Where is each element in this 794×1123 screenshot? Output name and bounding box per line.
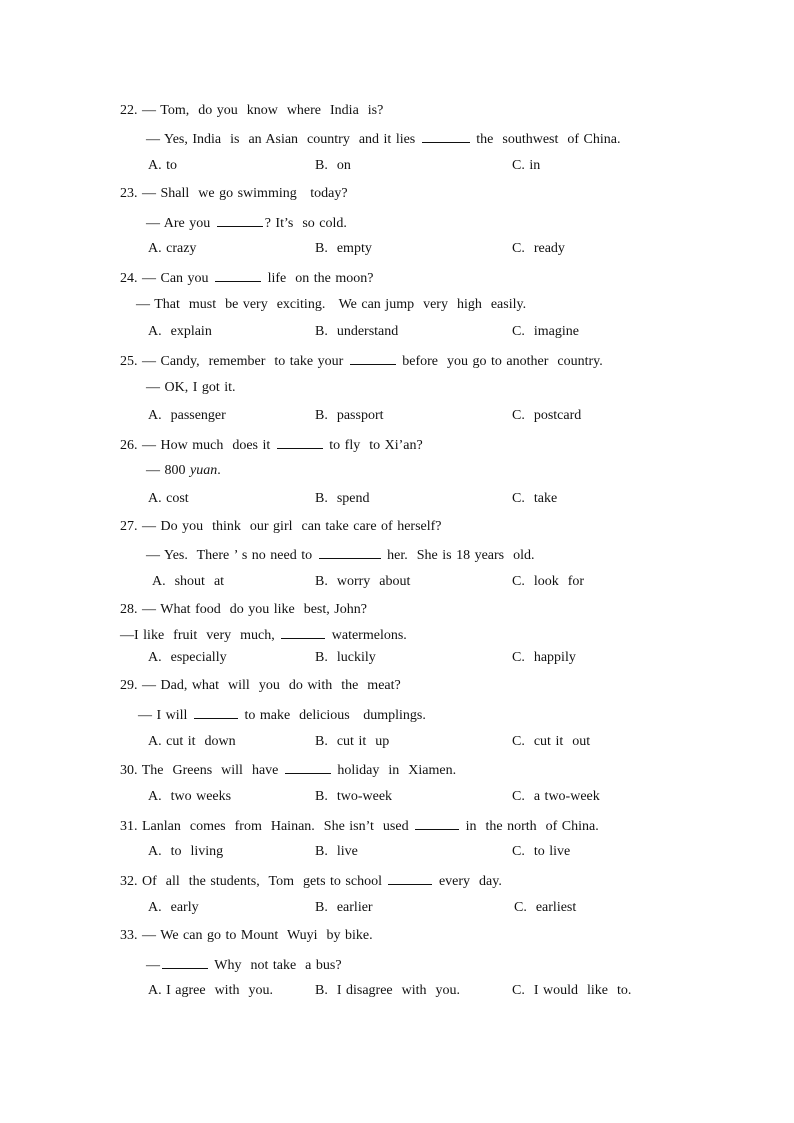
answer-blank: [162, 955, 208, 969]
option-a[interactable]: A. crazy: [148, 241, 197, 256]
question-28-response: —I like fruit very much, watermelons.: [120, 625, 407, 645]
question-number: 27.: [120, 519, 138, 534]
question-25-response: — OK, I got it.: [146, 380, 236, 395]
question-27-response: — Yes. There ’ s no need to her. She is 18 years old.: [146, 545, 535, 565]
option-a[interactable]: A. to living: [148, 844, 224, 859]
answer-blank: [277, 435, 323, 449]
question-number: 31.: [120, 819, 138, 834]
option-b[interactable]: B. cut it up: [315, 734, 390, 749]
option-a[interactable]: A. cut it down: [148, 734, 236, 749]
question-30-prompt: 30. The Greens will have holiday in Xiamen.: [120, 760, 456, 780]
question-24-response: — That must be very exciting. We can jump very high easily.: [136, 297, 527, 312]
option-b[interactable]: B. understand: [315, 324, 399, 339]
option-a[interactable]: A. to: [148, 158, 177, 173]
answer-blank: [215, 268, 261, 282]
answer-blank: [415, 816, 459, 830]
question-26-response: — 800 yuan.: [146, 463, 221, 478]
answer-blank: [285, 760, 331, 774]
answer-blank: [194, 705, 238, 719]
question-27-prompt: 27. — Do you think our girl can take care of herself?: [120, 519, 442, 534]
option-c[interactable]: C. take: [512, 491, 558, 506]
question-22-prompt: 22. — Tom, do you know where India is?: [120, 103, 384, 118]
question-33-prompt: 33. — We can go to Mount Wuyi by bike.: [120, 928, 373, 943]
question-number: 22.: [120, 103, 138, 118]
question-33-response: — Why not take a bus?: [146, 955, 342, 975]
option-c[interactable]: C. a two-week: [512, 789, 600, 804]
option-b[interactable]: B. earlier: [315, 900, 373, 915]
question-32-prompt: 32. Of all the students, Tom gets to school every day.: [120, 871, 502, 891]
question-number: 32.: [120, 874, 138, 889]
option-b[interactable]: B. passport: [315, 408, 384, 423]
option-b[interactable]: B. empty: [315, 241, 372, 256]
option-c[interactable]: C. I would like to.: [512, 983, 632, 998]
option-b[interactable]: B. two-week: [315, 789, 393, 804]
option-b[interactable]: B. I disagree with you.: [315, 983, 461, 998]
option-c[interactable]: C. earliest: [514, 900, 577, 915]
option-a[interactable]: A. I agree with you.: [148, 983, 273, 998]
answer-blank: [422, 129, 470, 143]
answer-blank: [217, 213, 263, 227]
option-b[interactable]: B. worry about: [315, 574, 411, 589]
answer-blank: [281, 625, 325, 639]
question-23-prompt: 23. — Shall we go swimming today?: [120, 186, 348, 201]
question-number: 26.: [120, 438, 138, 453]
option-c[interactable]: C. ready: [512, 241, 565, 256]
answer-blank: [319, 545, 381, 559]
option-c[interactable]: C. imagine: [512, 324, 579, 339]
option-a[interactable]: A. shout at: [152, 574, 225, 589]
question-25-prompt: 25. — Candy, remember to take your before you go to another country.: [120, 351, 603, 371]
option-a[interactable]: A. early: [148, 900, 199, 915]
question-number: 29.: [120, 678, 138, 693]
question-number: 30.: [120, 763, 138, 778]
answer-blank: [350, 351, 396, 365]
option-c[interactable]: C. to live: [512, 844, 571, 859]
option-c[interactable]: C. postcard: [512, 408, 582, 423]
question-29-response: — I will to make delicious dumplings.: [138, 705, 426, 725]
question-29-prompt: 29. — Dad, what will you do with the meat?: [120, 678, 401, 693]
question-number: 23.: [120, 186, 138, 201]
option-a[interactable]: A. two weeks: [148, 789, 232, 804]
answer-blank: [388, 871, 432, 885]
question-number: 33.: [120, 928, 138, 943]
option-c[interactable]: C. look for: [512, 574, 585, 589]
option-c[interactable]: C. cut it out: [512, 734, 591, 749]
question-23-response: — Are you ? It’s so cold.: [146, 213, 347, 233]
option-b[interactable]: B. live: [315, 844, 358, 859]
option-a[interactable]: A. cost: [148, 491, 189, 506]
option-a[interactable]: A. explain: [148, 324, 212, 339]
option-c[interactable]: C. in: [512, 158, 541, 173]
option-a[interactable]: A. passenger: [148, 408, 226, 423]
question-24-prompt: 24. — Can you life on the moon?: [120, 268, 373, 288]
option-a[interactable]: A. especially: [148, 650, 227, 665]
option-b[interactable]: B. spend: [315, 491, 370, 506]
question-number: 25.: [120, 354, 138, 369]
question-22-response: — Yes, India is an Asian country and it lies the southwest of China.: [146, 129, 620, 149]
question-28-prompt: 28. — What food do you like best, John?: [120, 602, 367, 617]
question-number: 28.: [120, 602, 138, 617]
option-b[interactable]: B. luckily: [315, 650, 376, 665]
option-b[interactable]: B. on: [315, 158, 351, 173]
option-c[interactable]: C. happily: [512, 650, 576, 665]
question-number: 24.: [120, 271, 138, 286]
question-26-prompt: 26. — How much does it to fly to Xi’an?: [120, 435, 423, 455]
question-31-prompt: 31. Lanlan comes from Hainan. She isn’t used in the north of China.: [120, 816, 599, 836]
